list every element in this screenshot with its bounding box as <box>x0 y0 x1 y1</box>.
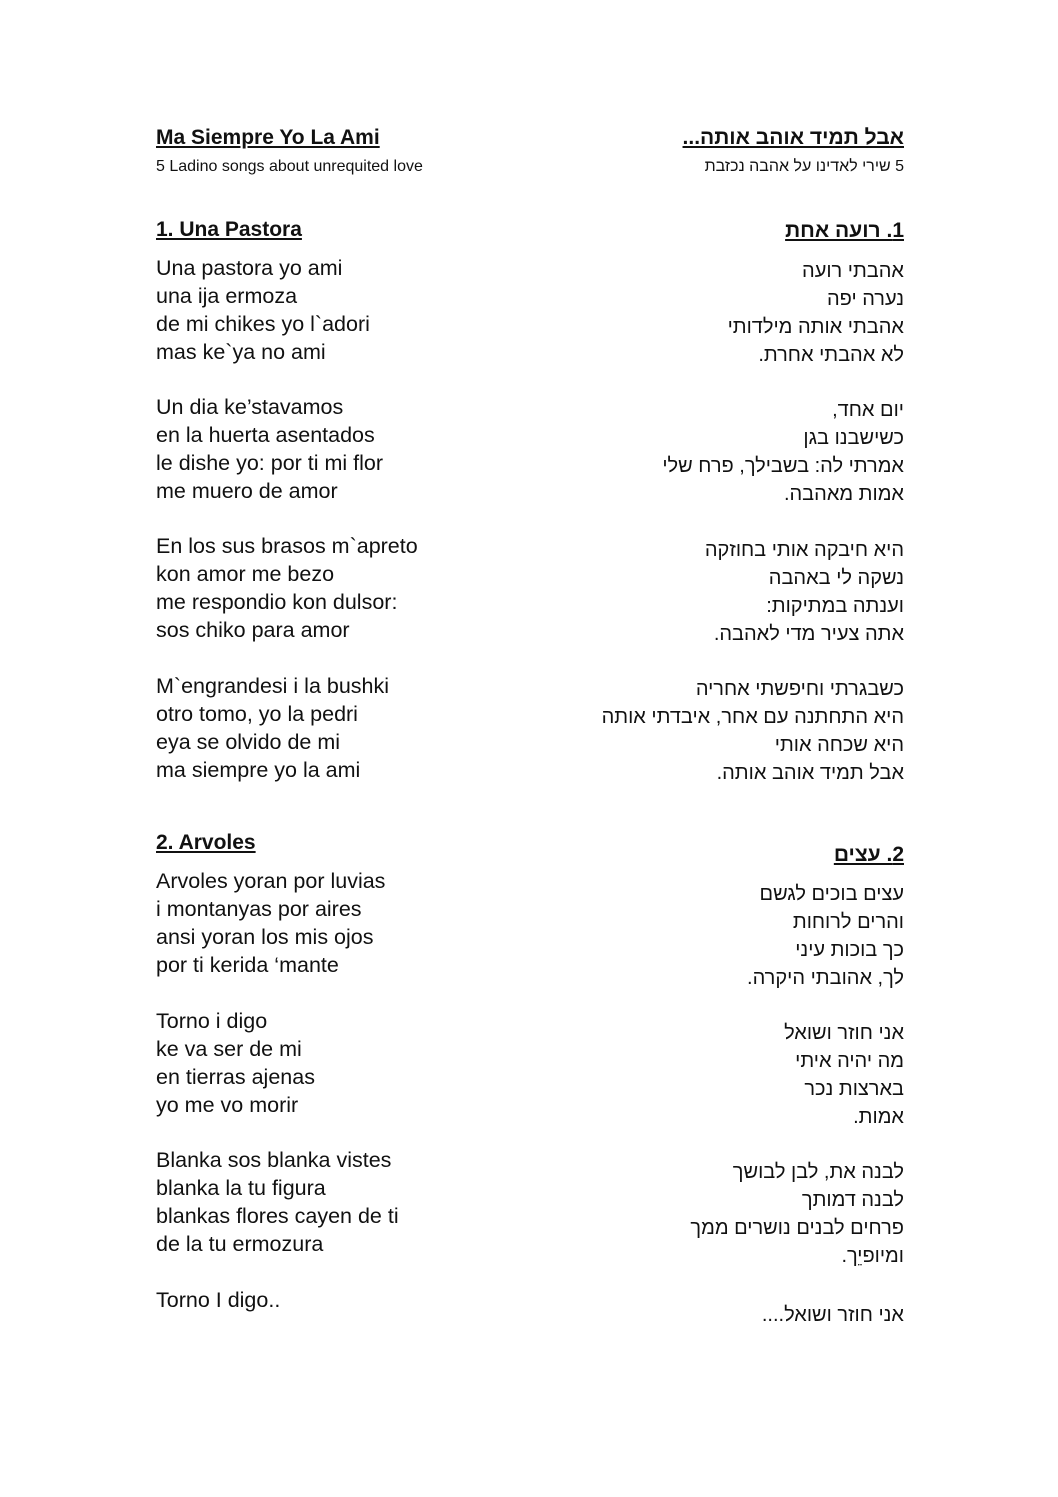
lyric-line: Un dia ke’stavamos <box>156 395 344 419</box>
lyric-line: una ija ermoza <box>156 284 298 308</box>
lyric-line: Arvoles yoran por luvias <box>156 869 386 893</box>
lyric-line: ansi yoran los mis ojos <box>156 925 374 949</box>
lyric-line: אתה צעיר מדי לאהבה. <box>713 623 904 645</box>
lyric-line: Torno I digo.. <box>156 1288 281 1312</box>
lyric-line: me muero de amor <box>156 479 338 503</box>
lyric-line: לבנה דמותך <box>801 1189 904 1211</box>
lyric-line: אני חוזר ושואל.... <box>761 1304 904 1326</box>
song1-heading-hebrew: 1. רועה אחת <box>785 219 904 242</box>
lyric-line: בארצות נכר <box>804 1078 904 1100</box>
lyric-line: yo me vo morir <box>156 1093 299 1117</box>
lyric-line: אמות. <box>853 1106 904 1128</box>
lyric-line: de la tu ermozura <box>156 1232 324 1256</box>
lyric-line: לא אהבתי אחרת. <box>758 344 904 366</box>
lyric-line: otro tomo, yo la pedri <box>156 702 358 726</box>
song2-hebrew-stanza <box>464 1301 904 1329</box>
lyric-line: de mi chikes yo l`adori <box>156 312 370 336</box>
lyric-line: נשקה לי באהבה <box>768 567 904 589</box>
lyric-line: עצים בוכים לגשם <box>759 883 904 905</box>
lyric-line: me respondio kon dulsor: <box>156 590 398 614</box>
lyric-line: ma siempre yo la ami <box>156 758 361 782</box>
lyric-line: eya se olvido de mi <box>156 730 341 754</box>
song2-heading-hebrew: 2. עצים <box>833 843 904 866</box>
left-page-title: Ma Siempre Yo La Ami <box>156 126 380 149</box>
lyric-line: כשישבנו בגן <box>803 427 904 449</box>
lyric-line: En los sus brasos m`apreto <box>156 534 418 558</box>
lyric-line: ומיופיֵך. <box>841 1245 904 1267</box>
lyric-line: mas ke`ya no ami <box>156 340 326 364</box>
lyric-line: והרים לרוחות <box>792 911 904 933</box>
lyric-line: en la huerta asentados <box>156 423 375 447</box>
lyric-line: אהבתי רועה <box>802 260 904 282</box>
right-page-title: אבל תמיד אוהב אותה... <box>682 126 904 149</box>
lyric-line: אבל תמיד אוהב אותה. <box>716 762 904 784</box>
lyric-line: יום אחד, <box>832 399 904 421</box>
lyric-line: לבנה את, לבן לבושך <box>732 1161 904 1183</box>
song1-hebrew-stanza <box>464 396 904 508</box>
lyric-line: נערה יפה <box>826 288 904 310</box>
song1-heading-ladino: 1. Una Pastora <box>156 218 302 241</box>
lyric-line: blankas flores cayen de ti <box>156 1204 399 1228</box>
lyric-line: היא התחתנה עם אחר, איבדתי אותה <box>601 706 904 728</box>
lyric-line: היא שכחה אותי <box>774 734 904 756</box>
lyric-line: אמרתי לה: בשבילך, פרח שלי <box>662 455 904 477</box>
left-page-subtitle: 5 Ladino songs about unrequited love <box>156 158 423 175</box>
lyric-line: Una pastora yo ami <box>156 256 343 280</box>
lyric-line: אני חוזר ושואל <box>784 1022 904 1044</box>
lyric-line: M`engrandesi i la bushki <box>156 674 390 698</box>
lyric-line: אמות מאהבה. <box>783 483 904 505</box>
lyric-line: וענתה במתיקות: <box>766 595 904 617</box>
lyric-line: היא חיבקה אותי בחוזקה <box>704 539 904 561</box>
lyric-line: מה יהיה איתי <box>795 1050 904 1072</box>
song1-hebrew-stanza <box>464 675 904 787</box>
lyric-line: en tierras ajenas <box>156 1065 315 1089</box>
song2-hebrew-stanza <box>464 880 904 992</box>
lyric-line: לך, אהובתי היקרה. <box>747 967 904 989</box>
song2-hebrew-stanza <box>464 1019 904 1131</box>
lyric-line: blanka la tu figura <box>156 1176 326 1200</box>
song2-heading-ladino: 2. Arvoles <box>156 831 256 854</box>
right-page-subtitle: 5 שירי לאדינו על אהבה נכזבת <box>704 158 904 175</box>
lyric-line: Torno i digo <box>156 1009 268 1033</box>
lyric-line: Blanka sos blanka vistes <box>156 1148 392 1172</box>
song1-hebrew-stanza <box>464 536 904 648</box>
song2-hebrew-stanza <box>464 1158 904 1270</box>
lyric-line: כך בוכות עיני <box>795 939 904 961</box>
lyric-line: אהבתי אותה מילדותי <box>727 316 904 338</box>
lyric-line: le dishe yo: por ti mi flor <box>156 451 384 475</box>
lyric-line: por ti kerida ‘mante <box>156 953 339 977</box>
song1-hebrew-stanza <box>464 257 904 369</box>
lyric-line: i montanyas por aires <box>156 897 362 921</box>
lyric-line: kon amor me bezo <box>156 562 335 586</box>
lyric-line: sos chiko para amor <box>156 618 350 642</box>
lyric-line: ke va ser de mi <box>156 1037 302 1061</box>
lyric-line: פרחים לבנים נושרים ממך <box>690 1217 904 1239</box>
lyric-line: כשבגרתי וחיפשתי אחריה <box>695 678 904 700</box>
